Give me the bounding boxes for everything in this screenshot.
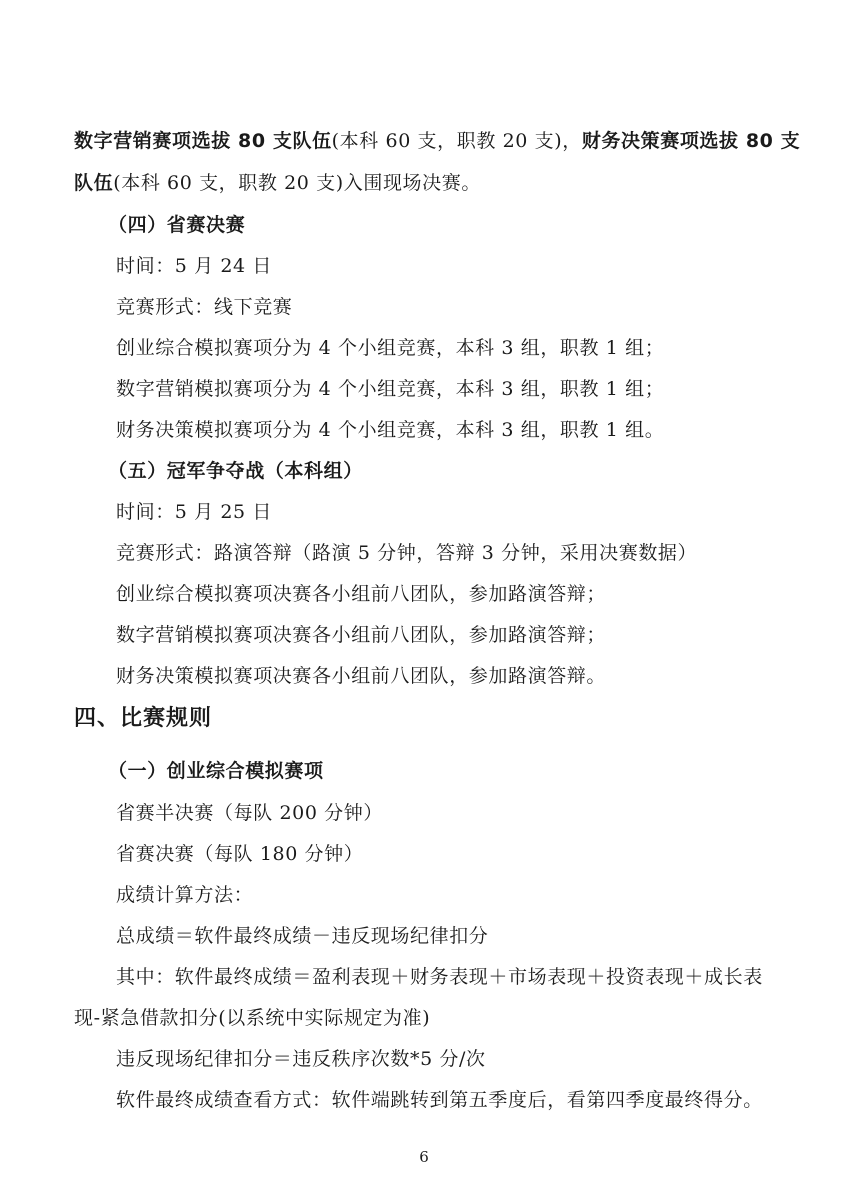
bold-text-segment: 数字营销赛项选拔 80 支队伍 bbox=[74, 130, 332, 152]
final-format: 竞赛形式：线下竞赛 bbox=[116, 296, 293, 318]
final-group-finance: 财务决策模拟赛项分为 4 个小组竞赛，本科 3 组，职教 1 组。 bbox=[116, 419, 665, 441]
subheading-provincial-final: （四）省赛决赛 bbox=[108, 214, 246, 236]
bold-text-segment: 财务决策赛项选拔 80 支 bbox=[581, 130, 801, 152]
discipline-deduction: 违反现场纪律扣分＝违反秩序次数*5 分/次 bbox=[116, 1048, 486, 1070]
software-score-formula-cont: 现-紧急借款扣分(以系统中实际规定为准) bbox=[74, 1007, 431, 1029]
paragraph-line-1 bbox=[74, 128, 800, 154]
software-score-formula: 其中：软件最终成绩＝盈利表现＋财务表现＋市场表现＋投资表现＋成长表 bbox=[116, 966, 763, 988]
final-time: 时间：5 月 24 日 bbox=[116, 255, 272, 277]
page-number: 6 bbox=[419, 1148, 429, 1166]
championship-finance: 财务决策模拟赛项决赛各小组前八团队，参加路演答辩。 bbox=[116, 665, 607, 687]
subheading-championship: （五）冠军争夺战（本科组） bbox=[108, 460, 363, 482]
final-group-digital-marketing: 数字营销模拟赛项分为 4 个小组竞赛，本科 3 组，职教 1 组； bbox=[116, 378, 665, 400]
bold-text-segment: 队伍 bbox=[74, 172, 114, 194]
score-method-label: 成绩计算方法： bbox=[116, 884, 254, 906]
total-score-formula: 总成绩＝软件最终成绩－违反现场纪律扣分 bbox=[116, 925, 489, 947]
subheading-entrepreneurship-rules: （一）创业综合模拟赛项 bbox=[108, 760, 324, 782]
championship-digital-marketing: 数字营销模拟赛项决赛各小组前八团队，参加路演答辩； bbox=[116, 624, 607, 646]
paragraph-line-2 bbox=[74, 170, 481, 196]
regular-text-segment: (本科 60 支，职教 20 支)， bbox=[331, 130, 582, 152]
score-view-method: 软件最终成绩查看方式：软件端跳转到第五季度后，看第四季度最终得分。 bbox=[116, 1089, 763, 1111]
championship-time: 时间：5 月 25 日 bbox=[116, 501, 272, 523]
championship-format: 竞赛形式：路演答辩（路演 5 分钟，答辩 3 分钟，采用决赛数据） bbox=[116, 542, 698, 564]
section-heading-rules: 四、比赛规则 bbox=[74, 706, 213, 731]
final-group-entrepreneurship: 创业综合模拟赛项分为 4 个小组竞赛，本科 3 组，职教 1 组； bbox=[116, 337, 665, 359]
final-duration: 省赛决赛（每队 180 分钟） bbox=[116, 843, 364, 865]
regular-text-segment: (本科 60 支，职教 20 支)入围现场决赛。 bbox=[113, 172, 481, 194]
championship-entrepreneurship: 创业综合模拟赛项决赛各小组前八团队，参加路演答辩； bbox=[116, 583, 607, 605]
semifinal-duration: 省赛半决赛（每队 200 分钟） bbox=[116, 802, 383, 824]
